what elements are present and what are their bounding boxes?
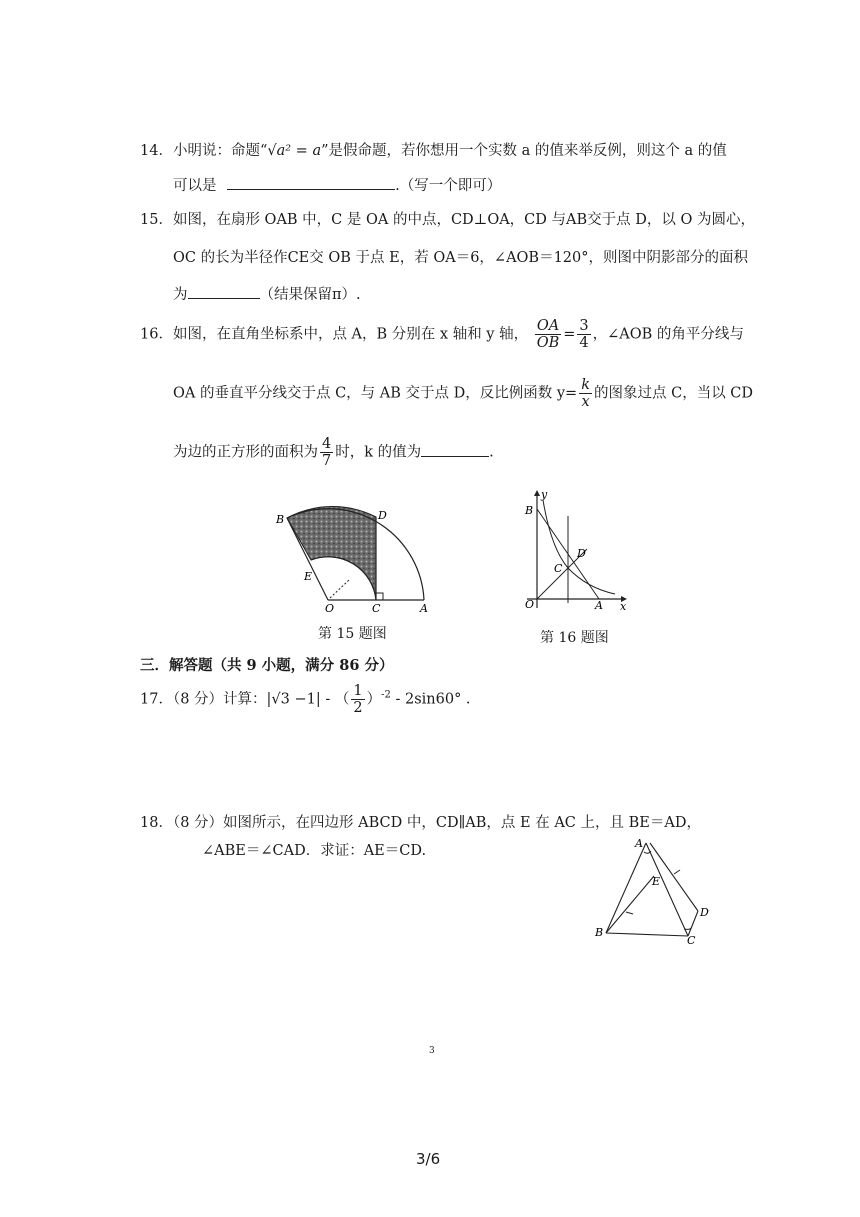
q16-text-1a: 如图，在直角坐标系中，点 A，B 分别在 x 轴和 y 轴，	[172, 326, 529, 343]
q14-answer-blank[interactable]	[227, 175, 395, 190]
q16-text-2a: OA 的垂直平分线交于点 C，与 AB 交于点 D，反比例函数 y=	[173, 385, 578, 402]
page-indicator: 3/6	[416, 1150, 441, 1168]
label-a: A	[635, 837, 643, 850]
label-b: B	[276, 513, 285, 526]
figure-18	[590, 834, 720, 946]
label-a: A	[595, 599, 603, 612]
q18-line2	[202, 839, 426, 860]
q17-line	[140, 683, 471, 716]
label-o: O	[325, 602, 335, 615]
q16-fraction-k-x: $\frac{k}{x}$	[581, 377, 590, 410]
segment-ac	[646, 843, 688, 936]
q16-fraction-oa-ob: $\frac{OA}{OB}$	[536, 318, 560, 351]
section-heading: 三．解答题（共 9 小题，满分 86 分）	[140, 657, 394, 674]
dashed-line	[330, 579, 350, 598]
q15-text-3b: （结果保留π）.	[259, 287, 361, 303]
q15-line3	[173, 283, 361, 304]
label-e: E	[652, 875, 661, 888]
q17-fraction-1-2: $\frac{1}{2}$	[353, 683, 363, 716]
segment-bc	[606, 933, 688, 936]
q16-line2	[173, 377, 753, 410]
q17-exponent: -2	[381, 689, 391, 701]
q16-text-3b: 时，k 的值为	[335, 444, 422, 461]
q16-fraction-3-4: $\frac{3}{4}$	[579, 318, 589, 351]
q14-expression: √a² = a	[267, 143, 322, 159]
segment-be	[606, 876, 654, 933]
q15-text-3a: 为	[173, 287, 188, 303]
q16-fraction-4-7: $\frac{4}{7}$	[322, 436, 332, 469]
label-b: B	[595, 926, 604, 939]
q14-text-c: 可以是	[173, 178, 217, 194]
tick-ad	[674, 870, 680, 874]
q18-number: 18．	[140, 815, 173, 831]
label-b: B	[525, 504, 534, 517]
q14-number: 14．	[140, 143, 173, 159]
q18-text-1: （8 分）如图所示，在四边形 ABCD 中，CD∥AB，点 E 在 AC 上，且 BE＝AD，	[172, 815, 701, 831]
q18-line1	[140, 811, 701, 832]
q16-line3: 为边的正方形的面积为 $\frac{4}{7}$ 时，k 的值为 .	[173, 436, 494, 469]
label-o: O	[525, 598, 535, 611]
q15-number: 15．	[140, 212, 173, 228]
q14-text-b: ”是假命题，若你想用一个实数 a 的值来举反例，则这个 a 的值	[321, 143, 727, 159]
small-page-number: 3	[429, 1046, 435, 1056]
label-c: C	[554, 562, 563, 575]
q17-text-c: - 2sin60° .	[390, 691, 471, 708]
label-a: A	[420, 602, 428, 615]
q16-answer-blank[interactable]	[421, 442, 489, 457]
q14-line1	[140, 139, 727, 160]
figure-15	[270, 505, 440, 615]
label-d: D	[378, 509, 387, 522]
label-d: D	[577, 547, 586, 560]
q14-text-a: 小明说：命题“	[172, 143, 268, 159]
q15-line2	[173, 246, 748, 267]
label-c: C	[372, 602, 381, 615]
q16-number: 16．	[140, 326, 173, 343]
q16-line1: 16．如图，在直角坐标系中，点 A，B 分别在 x 轴和 y 轴， $\frac{OA}{OB}$ = $\frac{3}{4}$ ，∠AOB 的角平分线与	[140, 318, 744, 351]
q16-text-3a: 为边的正方形的面积为	[173, 444, 318, 461]
tick-be	[626, 912, 633, 914]
segment-ab	[606, 843, 646, 933]
figure-16	[517, 488, 637, 613]
segment-cd	[688, 911, 698, 936]
q18-text-2: ∠ABE＝∠CAD．求证：AE＝CD.	[202, 843, 427, 859]
q16-text-2b: 的图象过点 C，当以 CD	[594, 385, 754, 402]
right-angle-mark	[376, 593, 383, 600]
label-e: E	[304, 570, 313, 583]
label-c: C	[687, 934, 696, 946]
q17-text-b: ）	[366, 691, 382, 708]
q15-line1	[140, 208, 755, 229]
figure-16-caption: 第 16 题图	[540, 630, 609, 646]
q15-text-2: OC 的长为半径作CE交 OB 于点 E，若 OA＝6，∠AOB＝120°，则图中阴影部分的面积	[173, 250, 749, 266]
q14-line2	[173, 174, 501, 195]
label-d: D	[700, 906, 709, 919]
shaded-region	[287, 507, 376, 600]
figure-15-caption: 第 15 题图	[318, 626, 387, 642]
q16-text-1b: ，∠AOB 的角平分线与	[592, 326, 744, 343]
q17-number: 17．	[140, 691, 173, 708]
q15-text-1: 如图，在扇形 OAB 中，C 是 OA 的中点，CD⊥OA，CD 与AB交于点 D，以 O 为圆心，	[172, 212, 755, 228]
label-x: x	[620, 600, 627, 613]
q15-answer-blank[interactable]	[188, 284, 260, 299]
q14-text-d: .（写一个即可）	[395, 178, 502, 194]
q17-text-a: （8 分）计算：|√3 −1| - （	[172, 691, 350, 708]
y-axis-arrow	[534, 490, 540, 496]
label-y: y	[541, 488, 548, 501]
